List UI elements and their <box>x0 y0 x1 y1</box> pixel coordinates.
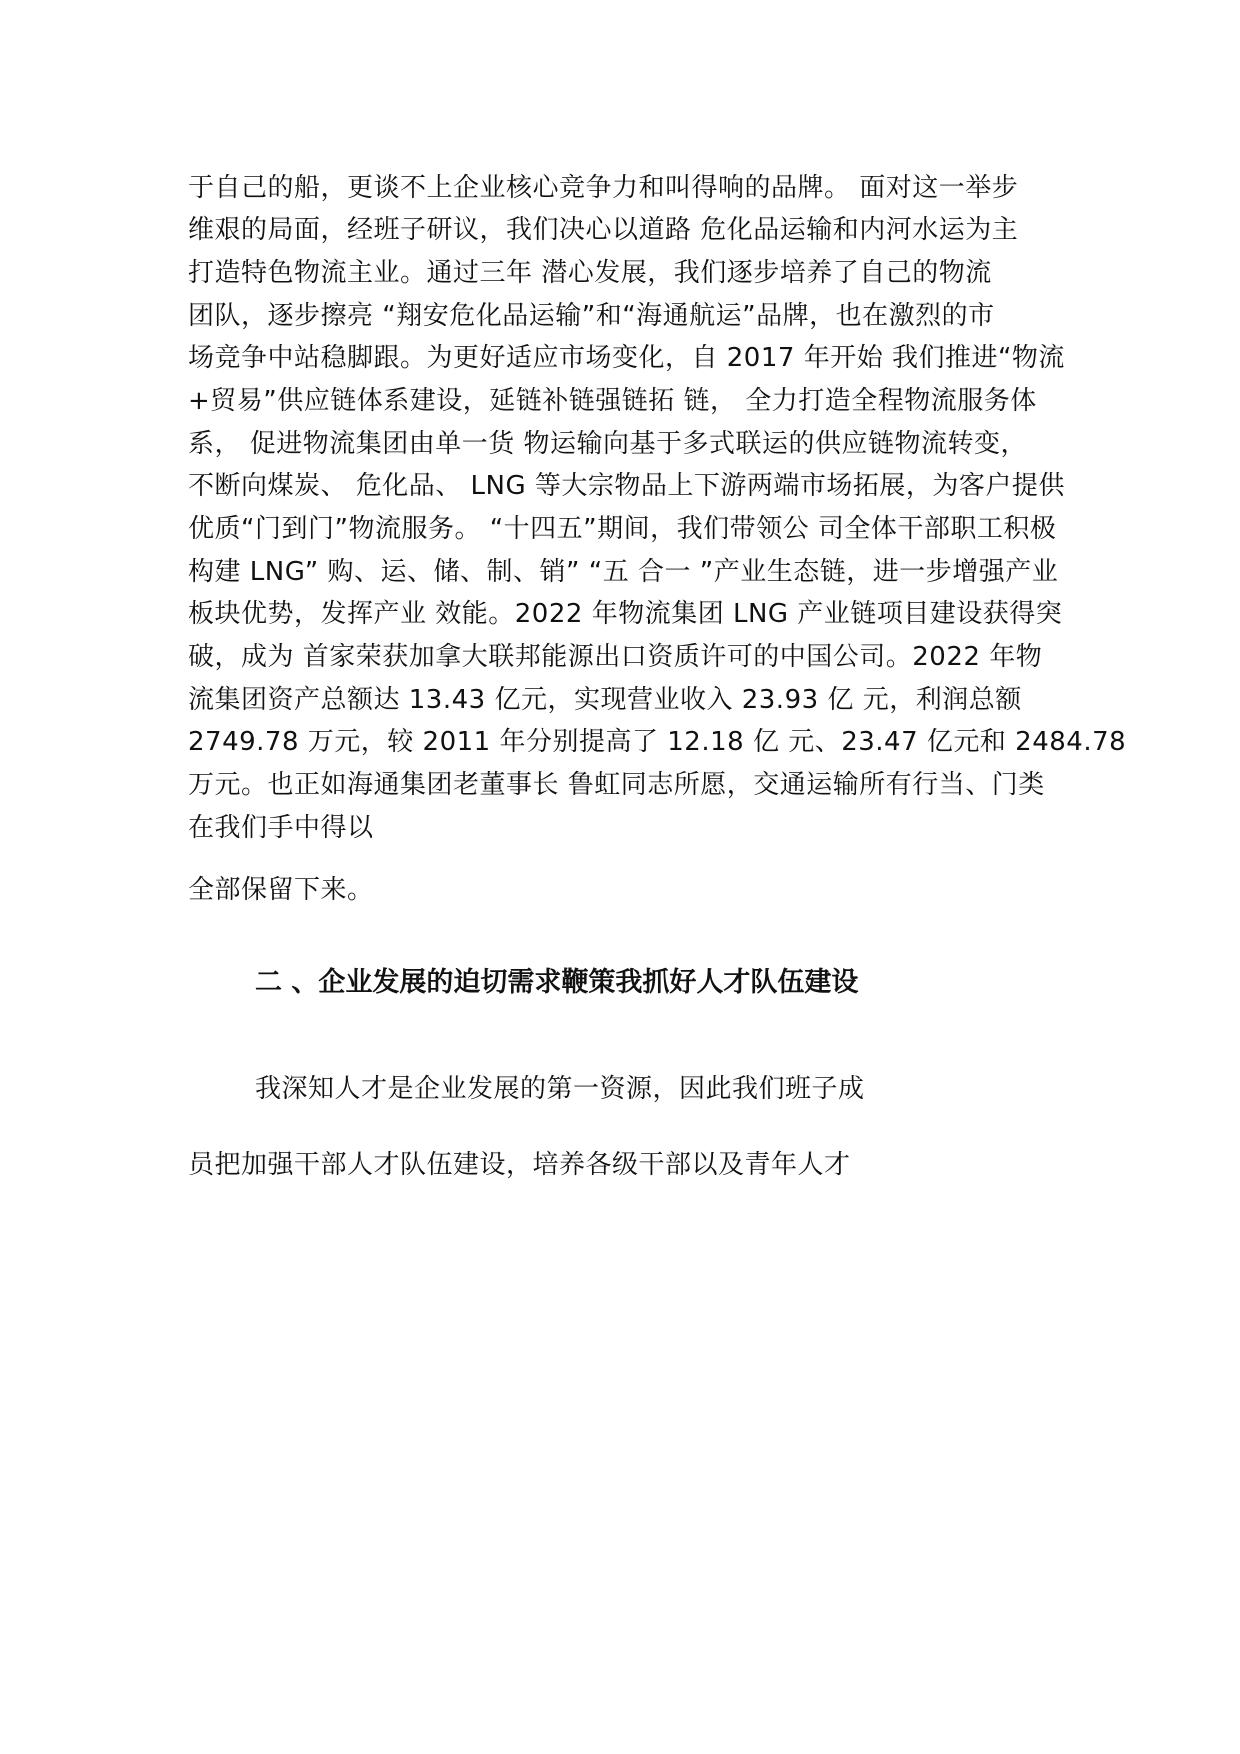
paragraph-line: 优质“门到门”物流服务。 “十四五”期间，我们带领公 司全体干部职工积极 <box>188 514 1057 544</box>
paragraph-line: 于自己的船，更谈不上企业核心竞争力和叫得响的品牌。 面对这一举步 <box>188 173 1019 203</box>
paragraph-line: +贸易”供应链体系建设，延链补链强链拓 链， 全力打造全程物流服务体 <box>188 386 1037 416</box>
paragraph-line: 破，成为 首家荣获加拿大联邦能源出口资质许可的中国公司。2022 年物 <box>188 642 1043 672</box>
paragraph-line: 构建 LNG” 购、运、储、制、销” “五 合一 ”产业生态链，进一步增强产业 <box>188 557 1059 587</box>
section-heading: 二 、企业发展的迫切需求鞭策我抓好人才队伍建设 <box>255 967 859 998</box>
paragraph-line: 流集团资产总额达 13.43 亿元，实现营业收入 23.93 亿 元，利润总额 <box>188 685 1022 715</box>
paragraph-line: 万元。也正如海通集团老董事长 鲁虹同志所愿，交通运输所有行当、门类 <box>188 770 1045 800</box>
paragraph-line: 打造特色物流主业。通过三年 潜心发展，我们逐步培养了自己的物流 <box>188 258 992 288</box>
paragraph-line: 不断向煤炭、 危化品、 LNG 等大宗物品上下游两端市场拓展，为客户提供 <box>188 471 1065 501</box>
paragraph-line: 2749.78 万元，较 2011 年分别提高了 12.18 亿 元、23.47 亿元和 2484.78 <box>188 727 1127 757</box>
paragraph-line: 团队，逐步擦亮 “翔安危化品运输”和“海通航运”品牌，也在激烈的市 <box>188 301 995 331</box>
paragraph-line: 维艰的局面，经班子研议，我们决心以道路 危化品运输和内河水运为主 <box>188 215 1019 245</box>
paragraph-line: 场竞争中站稳脚跟。为更好适应市场变化，自 2017 年开始 我们推进“物流 <box>188 343 1065 373</box>
paragraph-line: 板块优势，发挥产业 效能。2022 年物流集团 LNG 产业链项目建设获得突 <box>188 599 1063 629</box>
paragraph-line: 系， 促进物流集团由单一货 物运输向基于多式联运的供应链物流转变， <box>188 429 1028 459</box>
section-paragraph-line: 我深知人才是企业发展的第一资源，因此我们班子成 <box>255 1074 865 1104</box>
paragraph-line: 在我们手中得以 <box>188 813 374 843</box>
paragraph-tail: 全部保留下来。 <box>188 875 374 905</box>
section-paragraph-line: 员把加强干部人才队伍建设，培养各级干部以及青年人才 <box>188 1150 851 1180</box>
